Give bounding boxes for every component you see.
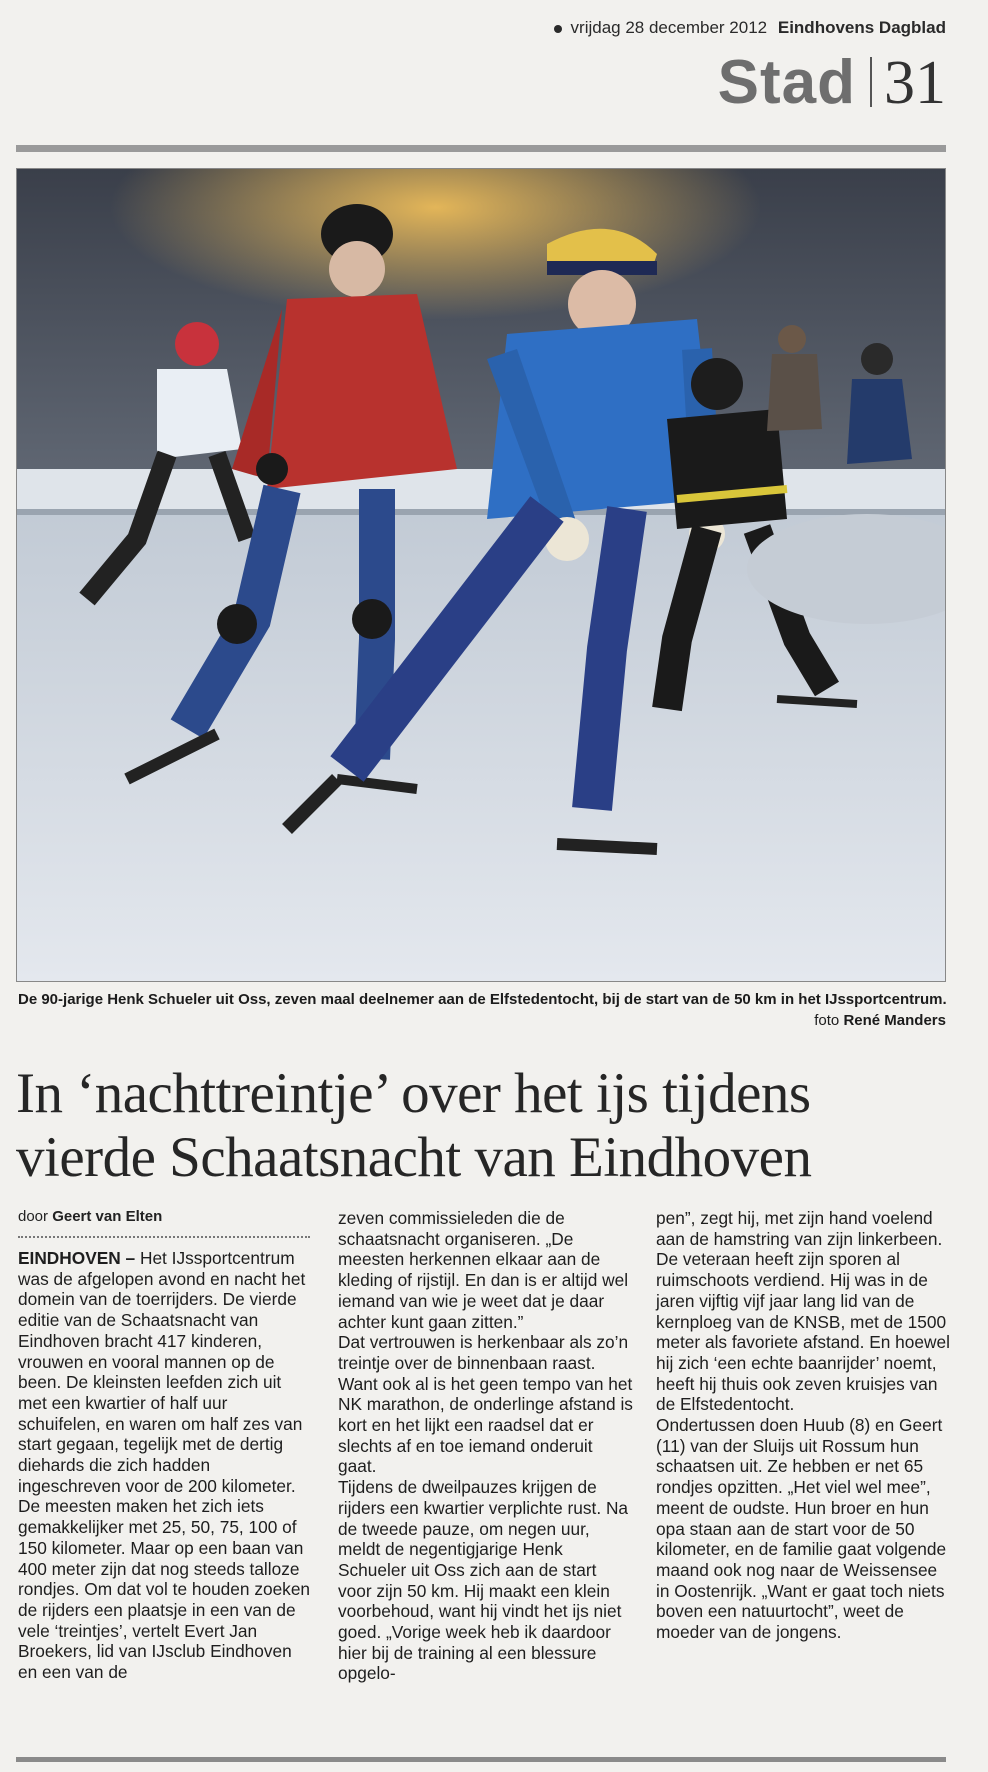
page-number: 31 xyxy=(884,49,946,117)
section-divider xyxy=(870,57,872,107)
byline xyxy=(18,1208,162,1225)
byline-prefix: door xyxy=(18,1208,49,1225)
paragraph: Dat vertrouwen is herkenbaar als zo’n treintje over de binnenbaan raast. Want ook al is het geen tempo van het NK marathon, de onderlinge afstand is kort en het lijkt een raadsel dat er slechts af en toe iemand onderuit gaat. xyxy=(338,1332,633,1477)
photo-credit xyxy=(814,1012,946,1029)
paragraph: De veteraan heeft zijn sporen al ruimschoots verdiend. Hij was in de jaren vijftig vijf jaar lang lid van de kernploeg van de KNSB, met de 1500 meter als favoriete afstand. En hoewel hij zich ‘een echte baanrijder’ noemt, heeft hij thuis ook zeven kruisjes van de Elfstedentocht. xyxy=(656,1249,950,1415)
photographer-name: René Manders xyxy=(843,1012,946,1029)
photo-caption: De 90-jarige Henk Schueler uit Oss, zeven maal deelnemer aan de Elfstedentocht, bij de start van de 50 km in het IJssportcentrum. xyxy=(18,991,947,1008)
bottom-rule xyxy=(16,1757,946,1762)
byline-author: Geert van Elten xyxy=(52,1208,163,1225)
newspaper-name: Eindhovens Dagblad xyxy=(777,18,946,37)
top-rule xyxy=(16,145,946,152)
section-heading xyxy=(718,48,946,118)
bullet-icon xyxy=(554,25,562,33)
dateline: EINDHOVEN – xyxy=(18,1248,136,1268)
credit-prefix: foto xyxy=(814,1012,840,1029)
paragraph: Tijdens de dweilpauzes krijgen de rijders een kwartier verplichte rust. Na de tweede pauze, om negen uur, meldt de negentigjarige Henk Schueler uit Oss zich aan de start voor zijn 50 km. Hij maakt een klein voorbehoud, want hij vindt het ijs niet goed. „Vorige week heb ik daardoor hier bij de training al een blessure opgelo- xyxy=(338,1477,629,1684)
article-headline xyxy=(16,1062,956,1190)
paragraph: zeven commissieleden die de schaatsnacht organiseren. „De meesten herkennen elkaar aan de kleding of rijstijl. En dan is er altijd wel iemand van wie je weet dat je daar achter kunt gaan zitten.” xyxy=(338,1208,629,1332)
headline-line-2: vierde Schaatsnacht van Eindhoven xyxy=(16,1126,812,1189)
article-column-2 xyxy=(338,1208,634,1684)
paragraph-text: Het IJssportcentrum was de afgelopen avond en nacht het domein van de toerrijders. De vierde editie van de Schaatsnacht van Eindhoven bracht 417 kinderen, vrouwen en vooral mannen op de been. De kleinsten leefden zich uit met een kwartier of half uur schuifelen, en waren om half zes van start gegaan, tegelijk met de dertig diehards die zich hadden ingeschreven voor de 200 kilometer. xyxy=(18,1248,306,1496)
article-column-1 xyxy=(18,1248,314,1683)
article-photo xyxy=(16,168,946,982)
paragraph: pen”, zegt hij, met zijn hand voelend aan de hamstring van zijn linkerbeen. xyxy=(656,1208,943,1249)
paragraph: De meesten maken het zich iets gemakkelijker met 25, 50, 75, 100 of 150 kilometer. Maar op een baan van 400 meter zijn dat nog steeds talloze rondjes. Om dat vol te houden zoeken de rijders een plaatsje in een van de vele ‘treintjes’, vertelt Evert Jan Broekers, lid van IJsclub Eindhoven en een van de xyxy=(18,1496,311,1683)
article-column-3 xyxy=(656,1208,952,1643)
skaters-illustration xyxy=(17,169,946,982)
byline-rule xyxy=(18,1236,310,1238)
section-name: Stad xyxy=(717,48,856,117)
issue-date: vrijdag 28 december 2012 xyxy=(570,18,768,37)
paragraph xyxy=(18,1248,314,1496)
paragraph: Ondertussen doen Huub (8) en Geert (11) van der Sluijs uit Rossum hun schaatsen uit. Ze hebben er net 65 rondjes opzitten. „Het viel wel mee”, meent de oudste. Hun broer en hun opa staan aan de start voor de 50 kilometer, en de familie gaat volgende maand ook nog naar de Weissensee in Oostenrijk. „Want er gaat toch niets boven een natuurtocht”, weet de moeder van de jongens. xyxy=(656,1415,947,1643)
page-header xyxy=(554,18,946,38)
headline-line-1: In ‘nachttreintje’ over het ijs tijdens xyxy=(16,1062,811,1125)
